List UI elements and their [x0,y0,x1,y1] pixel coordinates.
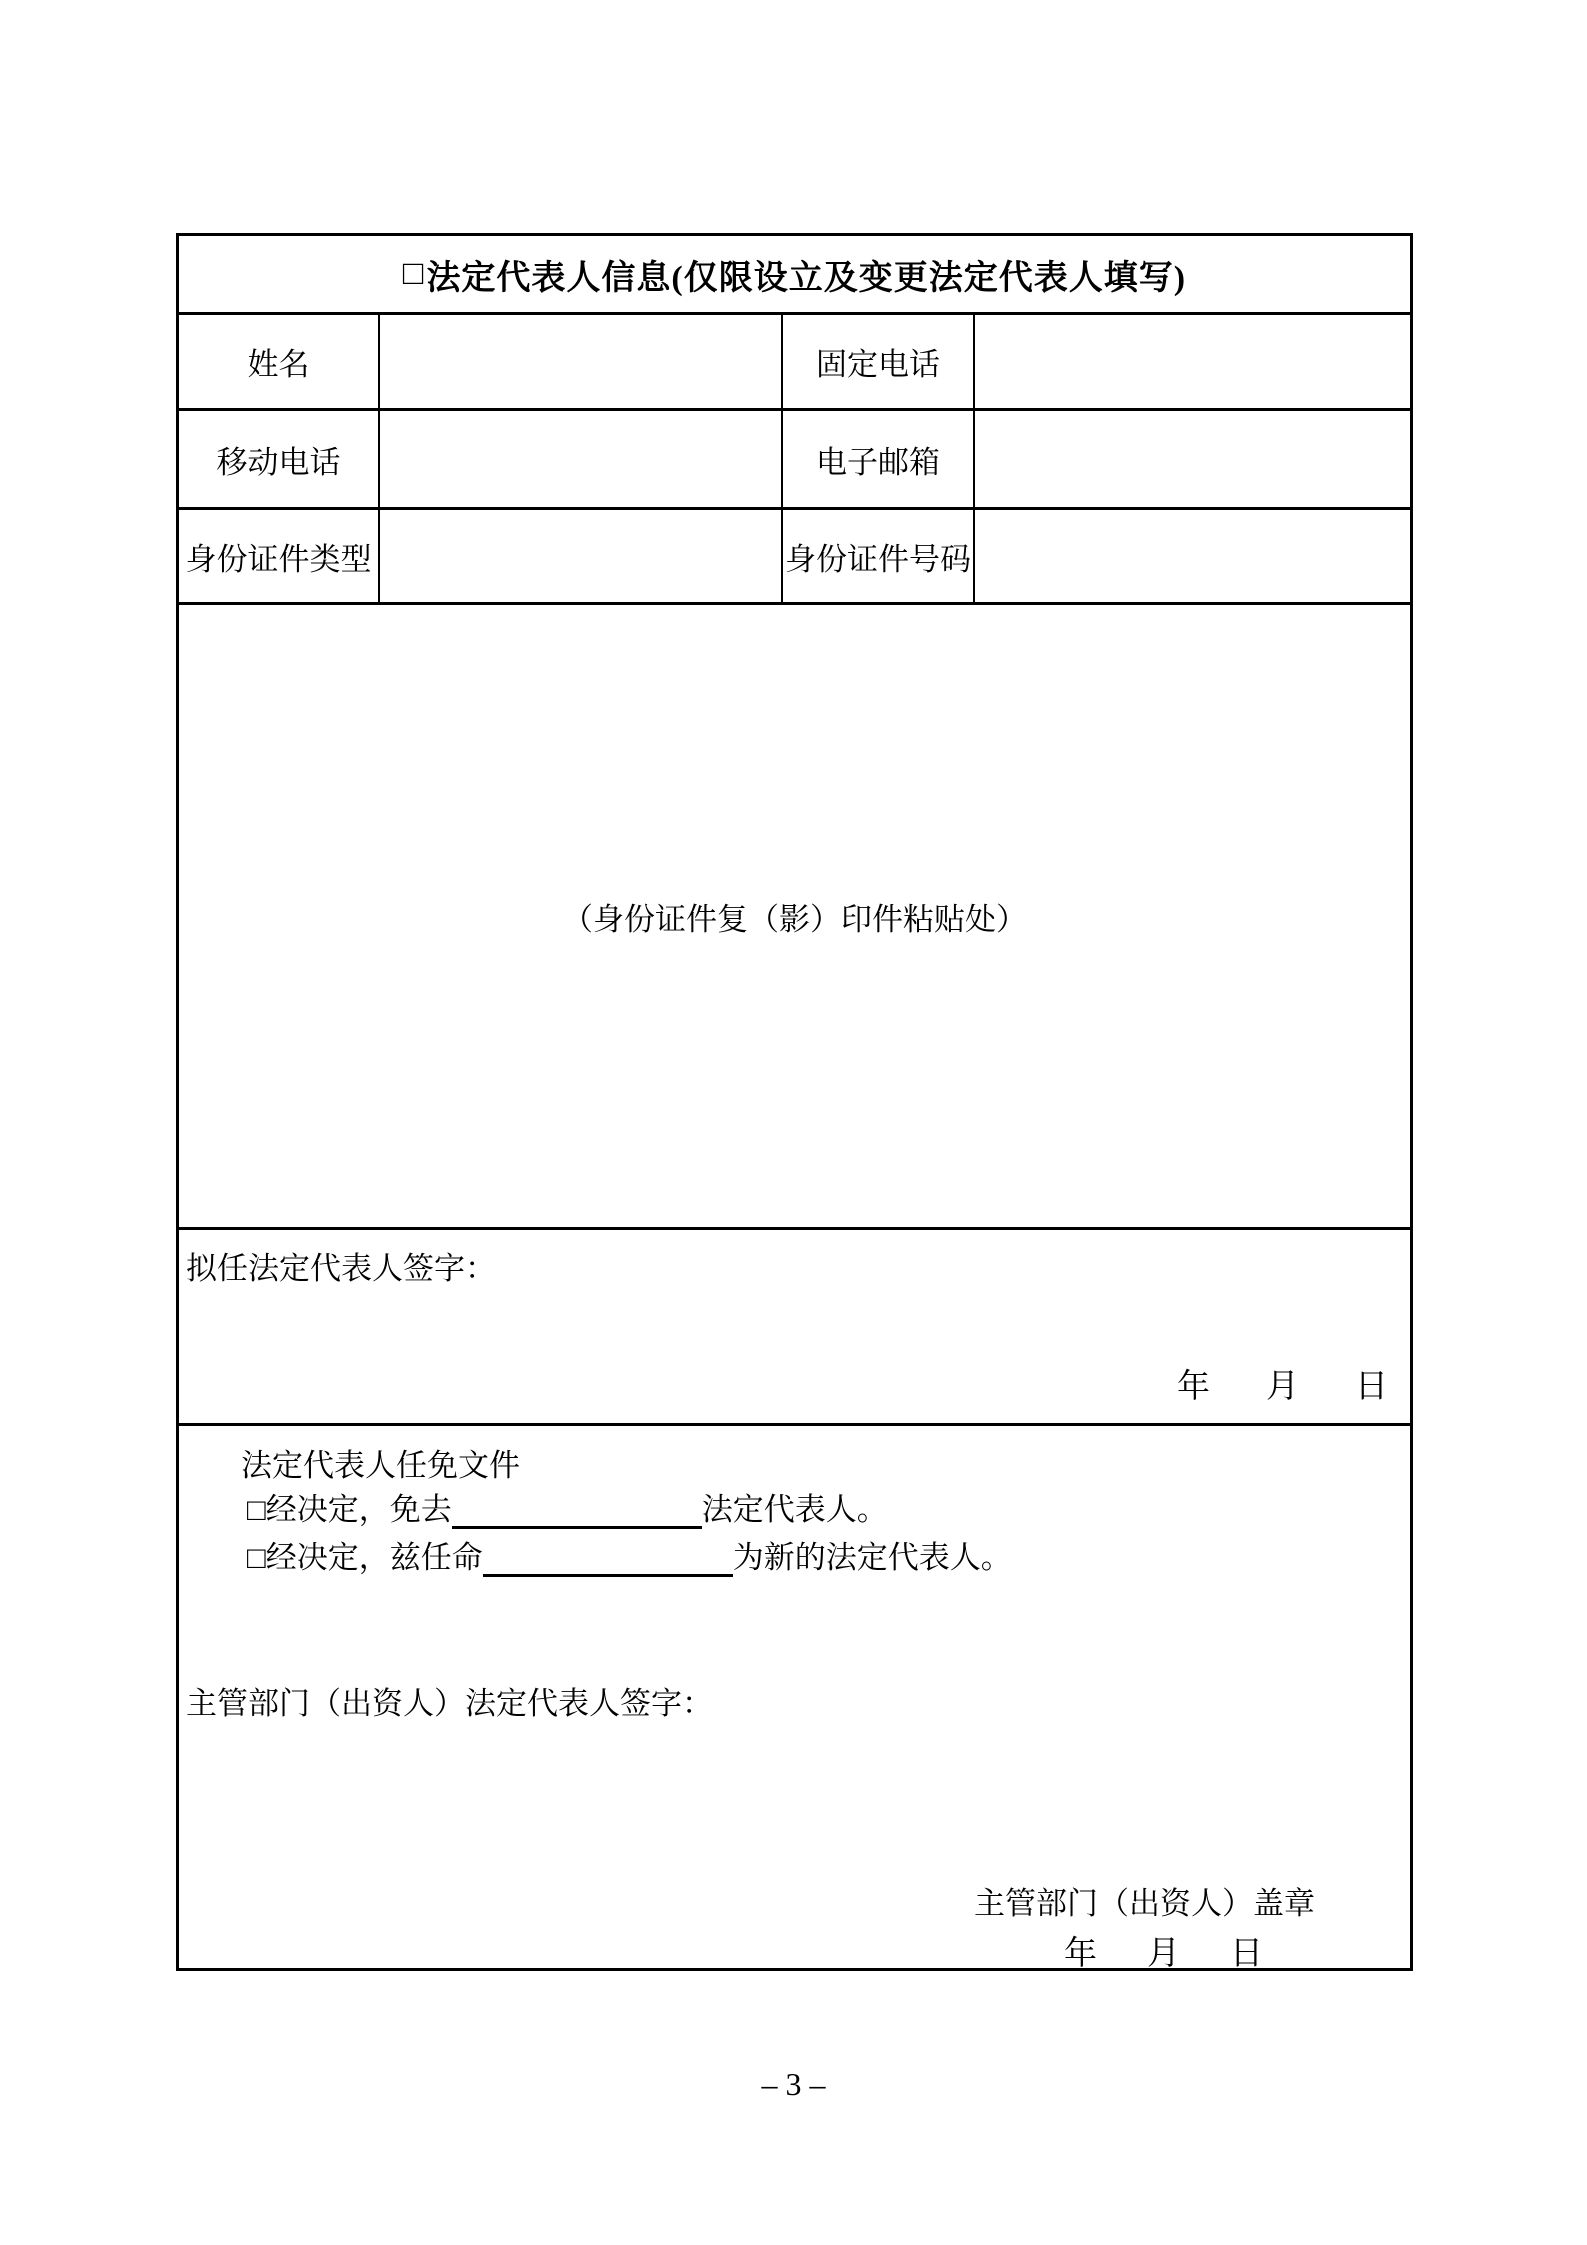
appoint-option-line [247,1532,1012,1577]
id-copy-paste-area[interactable] [179,605,1410,1230]
proposed-representative-signature-label: 拟任法定代表人签字： [186,1251,496,1286]
appoint-option-prefix: 经决定，兹任命 [265,1540,483,1575]
supervisor-date-line [1064,1927,1263,1974]
field-value-name[interactable] [380,315,783,411]
dismiss-option-prefix: 经决定，免去 [265,1492,452,1527]
field-label-email: 电子邮箱 [783,411,975,510]
fields-grid [179,315,1410,605]
title-checkbox-icon[interactable]: □ [402,255,425,292]
appoint-name-blank[interactable] [483,1539,733,1577]
proposed-representative-signature-row[interactable] [179,1230,1410,1426]
supervisor-seal-label: 主管部门（出资人）盖章 [974,1886,1315,1921]
date-day-label: 日 [1355,1369,1388,1405]
field-label-fixed-phone: 固定电话 [783,315,975,411]
dismiss-checkbox-icon[interactable]: □ [247,1492,266,1527]
field-value-id-type[interactable] [380,510,783,605]
field-value-email[interactable] [975,411,1410,510]
field-label-mobile-phone: 移动电话 [179,411,380,510]
field-label-id-type: 身份证件类型 [179,510,380,605]
id-copy-paste-area-label: （身份证件复（影）印件粘贴处） [562,901,1027,937]
dismiss-option-line [247,1484,888,1529]
appoint-option-suffix: 为新的法定代表人。 [732,1540,1012,1575]
form-title: 法定代表人信息(仅限设立及变更法定代表人填写) [426,259,1187,297]
field-label-name: 姓名 [179,315,380,411]
page-number: – 3 – [761,2066,826,2102]
supervisor-signature-label: 主管部门（出资人）法定代表人签字： [186,1686,713,1721]
field-value-id-number[interactable] [975,510,1410,605]
field-label-id-number: 身份证件号码 [783,510,975,605]
date-month-label: 月 [1147,1936,1180,1972]
form-title-row [179,236,1410,315]
signature-date-line [1177,1360,1388,1407]
dismiss-option-suffix: 法定代表人。 [701,1492,888,1527]
dismiss-name-blank[interactable] [452,1491,702,1529]
date-month-label: 月 [1266,1369,1299,1405]
legal-representative-form-table [176,233,1413,1971]
appoint-checkbox-icon[interactable]: □ [247,1540,266,1575]
date-year-label: 年 [1064,1936,1097,1972]
appointment-document-row [179,1426,1410,1972]
appointment-document-heading: 法定代表人任免文件 [241,1448,520,1483]
date-day-label: 日 [1230,1936,1263,1972]
field-value-fixed-phone[interactable] [975,315,1410,411]
field-value-mobile-phone[interactable] [380,411,783,510]
date-year-label: 年 [1177,1369,1210,1405]
